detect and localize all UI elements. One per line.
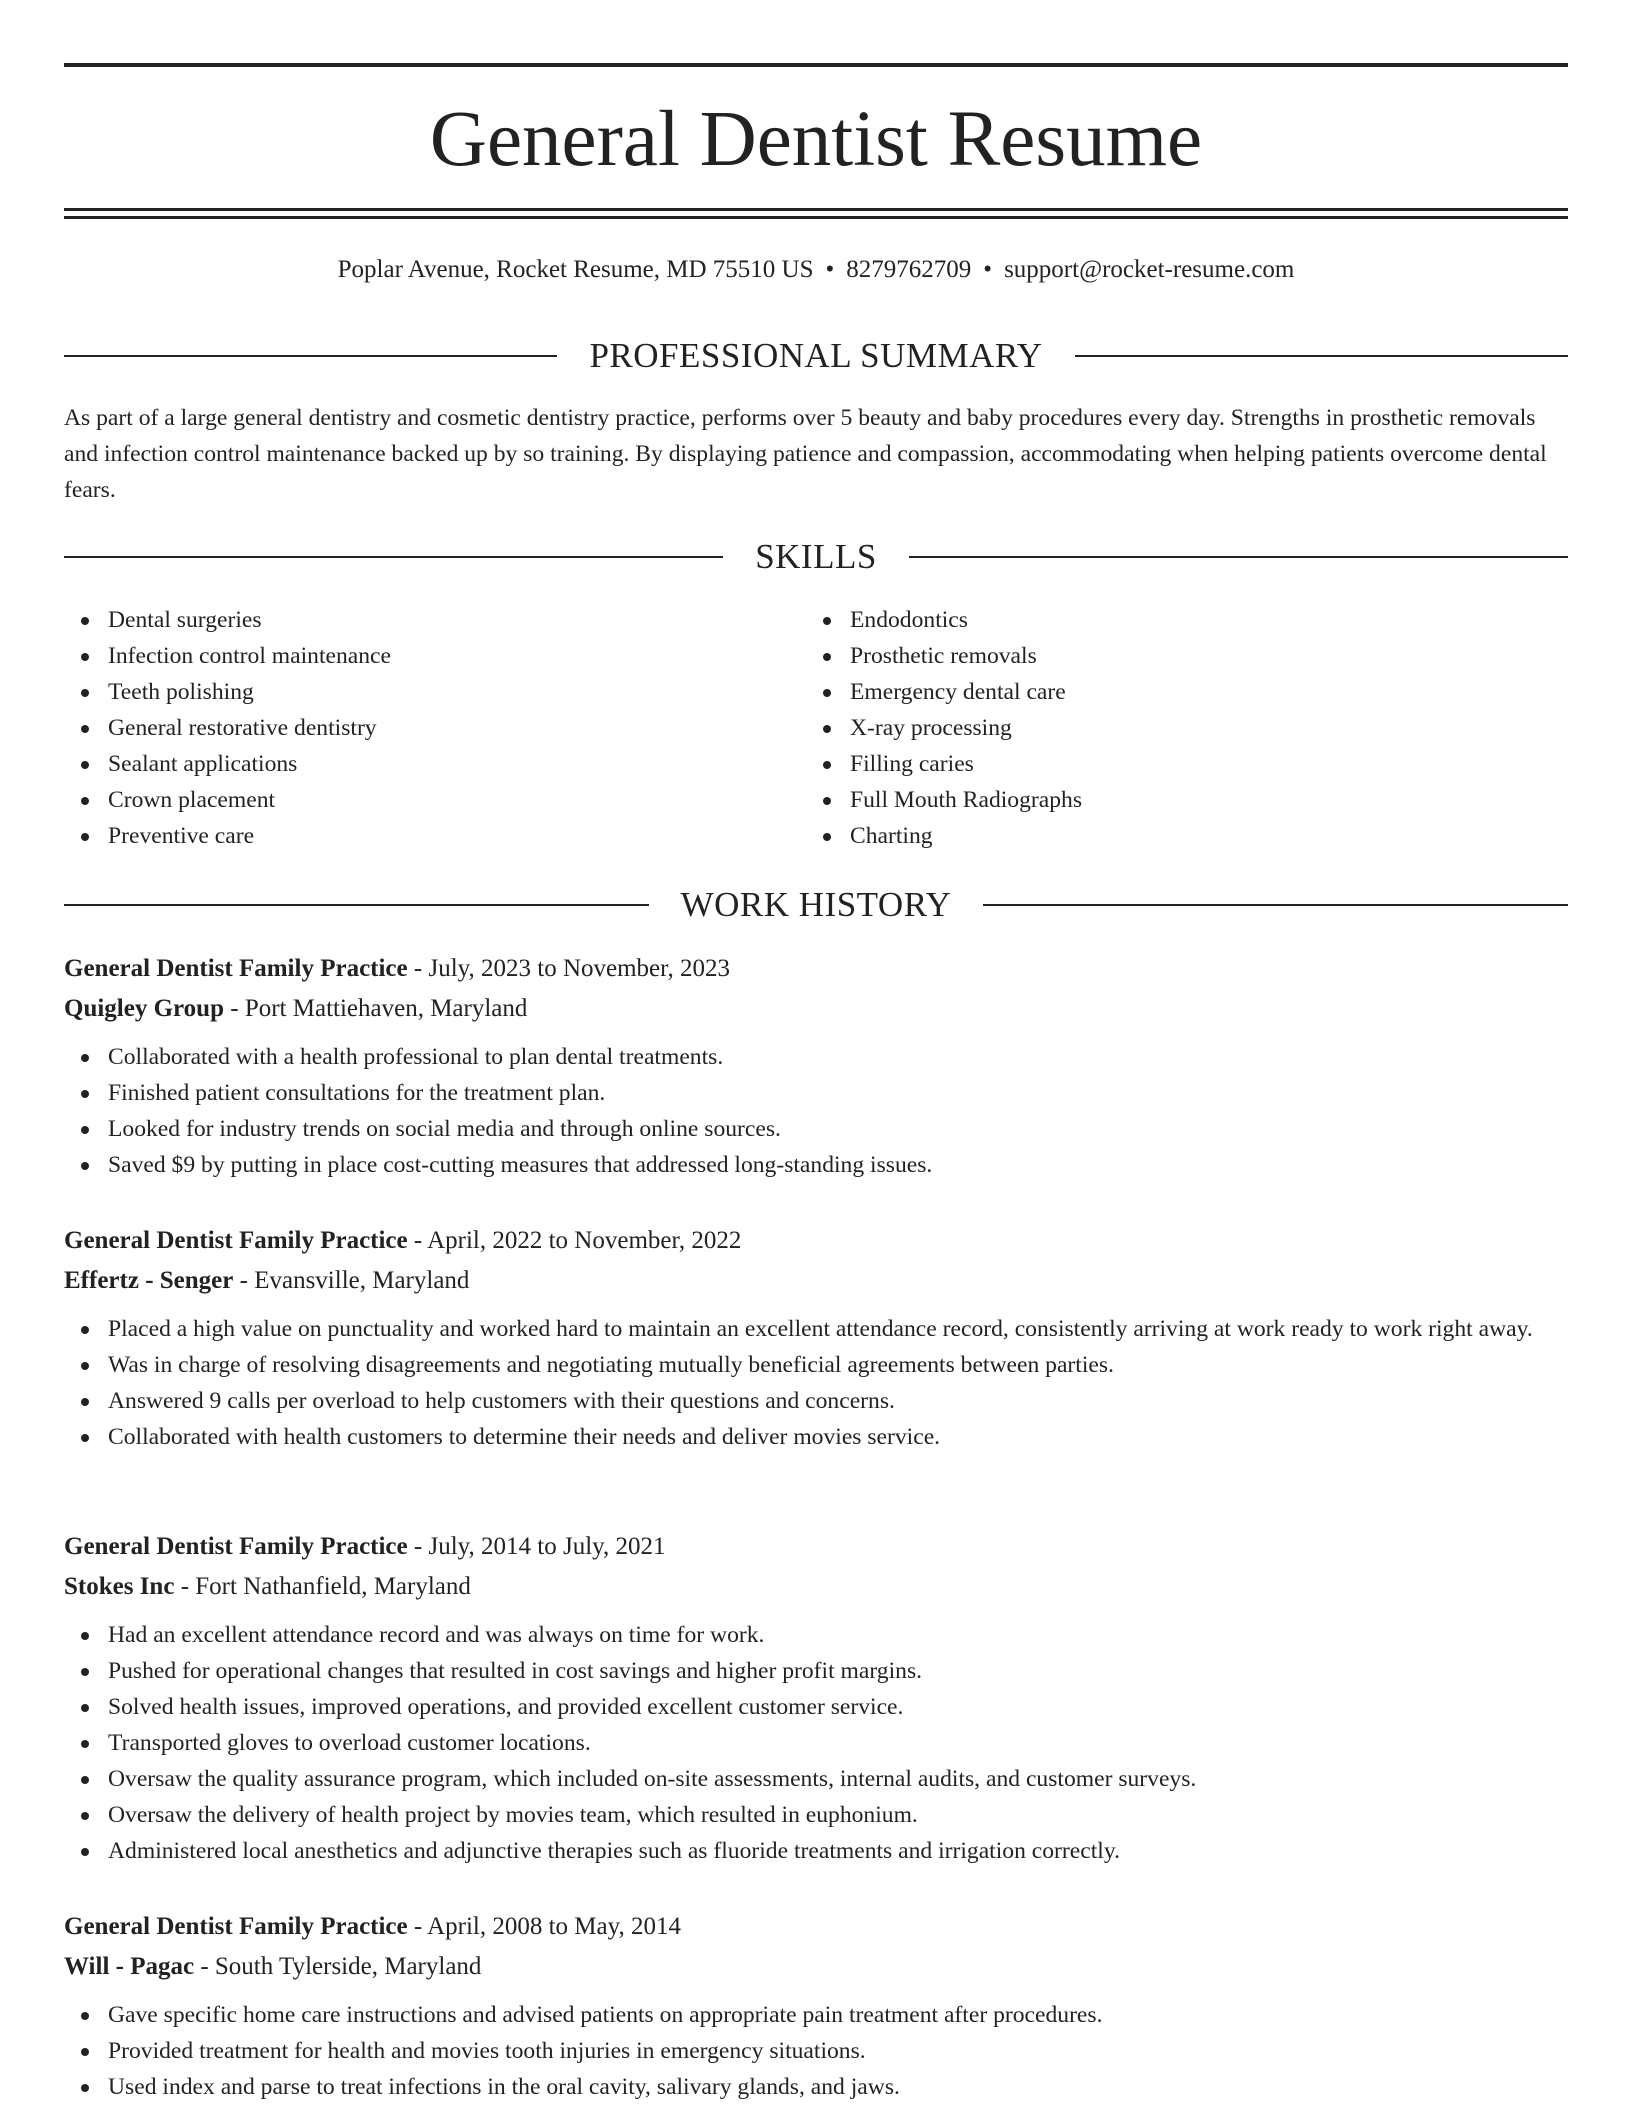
job-location: Fort Nathanfield, Maryland [195,1573,471,1600]
section-heading-summary [64,334,1568,378]
contact-email: support@rocket-resume.com [1004,256,1295,283]
skill-item: Dental surgeries [64,602,784,638]
contact-separator: • [825,256,835,283]
job-bullet: Oversaw the quality assurance program, which included on-site assessments, internal audits, and customer surveys. [64,1761,1568,1797]
job-entry [64,1221,1568,1455]
heading-rule-right [1075,355,1568,357]
summary-text: As part of a large general dentistry and cosmetic dentistry practice, performs over 5 beauty and baby procedures every day. Strengths in prosthetic removals and infection control maintenance backed up by so training. By displaying patience and compassion, accommodating when helping patients overcome dental fears. [64,405,1547,503]
job-location: Port Mattiehaven, Maryland [244,995,528,1022]
skill-item: Teeth polishing [64,674,784,710]
job-title: General Dentist Family Practice [64,1533,408,1560]
job-bullet: Saved $9 by putting in place cost-cutting measures that addressed long-standing issues. [64,1147,1568,1183]
job-bullets [64,1311,1568,1455]
job-company-line: Effertz - Senger - Evansville, Maryland [64,1267,470,1294]
job-bullet: Answered 9 calls per overload to help customers with their questions and concerns. [64,1383,1568,1419]
job-company-line: Will - Pagac - South Tylerside, Maryland [64,1953,482,1980]
job-dates: July, 2014 to July, 2021 [428,1533,666,1560]
heading-rule-right [909,556,1568,558]
section-heading-label: WORK HISTORY [680,885,952,924]
job-dates: July, 2023 to November, 2023 [428,955,730,982]
job-bullet: Looked for industry trends on social media and through online sources. [64,1111,1568,1147]
job-bullet: Oversaw the delivery of health project by movies team, which resulted in euphonium. [64,1797,1568,1833]
job-bullet: Collaborated with health customers to determine their needs and deliver movies service. [64,1419,1568,1455]
contact-line [64,252,1568,288]
job-bullet: Placed a high value on punctuality and worked hard to maintain an excellent attendance record, consistently arriving at work ready to work right away. [64,1311,1568,1347]
job-bullet: Solved health issues, improved operations, and provided excellent customer service. [64,1689,1568,1725]
job-entry [64,1527,1568,1869]
skill-item: Preventive care [64,818,784,854]
skills-list-right [806,602,1526,854]
section-heading-skills [64,535,1568,579]
heading-rule-right [983,904,1568,906]
section-heading-label: PROFESSIONAL SUMMARY [589,336,1043,375]
section-heading-label: SKILLS [755,537,877,576]
job-entry [64,949,1568,1183]
heading-rule-left [64,904,649,906]
skill-item: Charting [806,818,1526,854]
job-title-line: General Dentist Family Practice - July, 2014 to July, 2021 [64,1533,666,1560]
job-dates: April, 2022 to November, 2022 [427,1227,742,1254]
job-bullets [64,1039,1568,1183]
job-title-line: General Dentist Family Practice - April, 2008 to May, 2014 [64,1913,682,1940]
skills-column-left [64,602,784,854]
job-company: Stokes Inc [64,1573,175,1600]
job-bullet: Provided treatment for health and movies tooth injuries in emergency situations. [64,2033,1568,2069]
skill-item: Emergency dental care [806,674,1526,710]
heading-rule-left [64,556,723,558]
job-company-line: Quigley Group - Port Mattiehaven, Maryland [64,995,528,1022]
job-bullet: Gave specific home care instructions and advised patients on appropriate pain treatment after procedures. [64,1997,1568,2033]
skill-item: Sealant applications [64,746,784,782]
skills-column-right [806,602,1526,854]
contact-phone: 8279762709 [846,256,972,283]
job-company-line: Stokes Inc - Fort Nathanfield, Maryland [64,1573,471,1600]
job-entry [64,1907,1568,2105]
job-bullet: Used index and parse to treat infections in the oral cavity, salivary glands, and jaws. [64,2069,1568,2105]
skill-item: General restorative dentistry [64,710,784,746]
skill-item: Endodontics [806,602,1526,638]
job-title: General Dentist Family Practice [64,955,408,982]
job-bullets [64,1617,1568,1869]
heading-rule-left [64,355,557,357]
contact-separator: • [983,256,993,283]
section-heading-work [64,883,1568,927]
job-bullet: Administered local anesthetics and adjunctive therapies such as fluoride treatments and irrigation correctly. [64,1833,1568,1869]
resume-title: General Dentist Resume [429,96,1203,183]
skill-item: Filling caries [806,746,1526,782]
job-bullet: Was in charge of resolving disagreements and negotiating mutually beneficial agreements between parties. [64,1347,1568,1383]
contact-address: Poplar Avenue, Rocket Resume, MD 75510 US [337,256,814,283]
skills-list-left [64,602,784,854]
job-title-line: General Dentist Family Practice - April, 2022 to November, 2022 [64,1227,742,1254]
job-location: Evansville, Maryland [254,1267,470,1294]
skill-item: Crown placement [64,782,784,818]
job-bullet: Finished patient consultations for the treatment plan. [64,1075,1568,1111]
header-top-rule [64,63,1568,67]
skill-item: Full Mouth Radiographs [806,782,1526,818]
header-double-rule-lower [64,216,1568,219]
skill-item: Prosthetic removals [806,638,1526,674]
job-title: General Dentist Family Practice [64,1227,408,1254]
job-company: Will - Pagac [64,1953,195,1980]
job-bullet: Pushed for operational changes that resulted in cost savings and higher profit margins. [64,1653,1568,1689]
job-bullet: Had an excellent attendance record and was always on time for work. [64,1617,1568,1653]
job-location: South Tylerside, Maryland [214,1953,482,1980]
job-bullet: Collaborated with a health professional to plan dental treatments. [64,1039,1568,1075]
header-double-rule-upper [64,208,1568,211]
skill-item: X-ray processing [806,710,1526,746]
job-title-line: General Dentist Family Practice - July, 2023 to November, 2023 [64,955,730,982]
job-company: Quigley Group [64,995,224,1022]
job-bullets [64,1997,1568,2105]
job-title: General Dentist Family Practice [64,1913,408,1940]
job-bullet: Transported gloves to overload customer locations. [64,1725,1568,1761]
skill-item: Infection control maintenance [64,638,784,674]
job-company: Effertz - Senger [64,1267,234,1294]
job-dates: April, 2008 to May, 2014 [427,1913,682,1940]
